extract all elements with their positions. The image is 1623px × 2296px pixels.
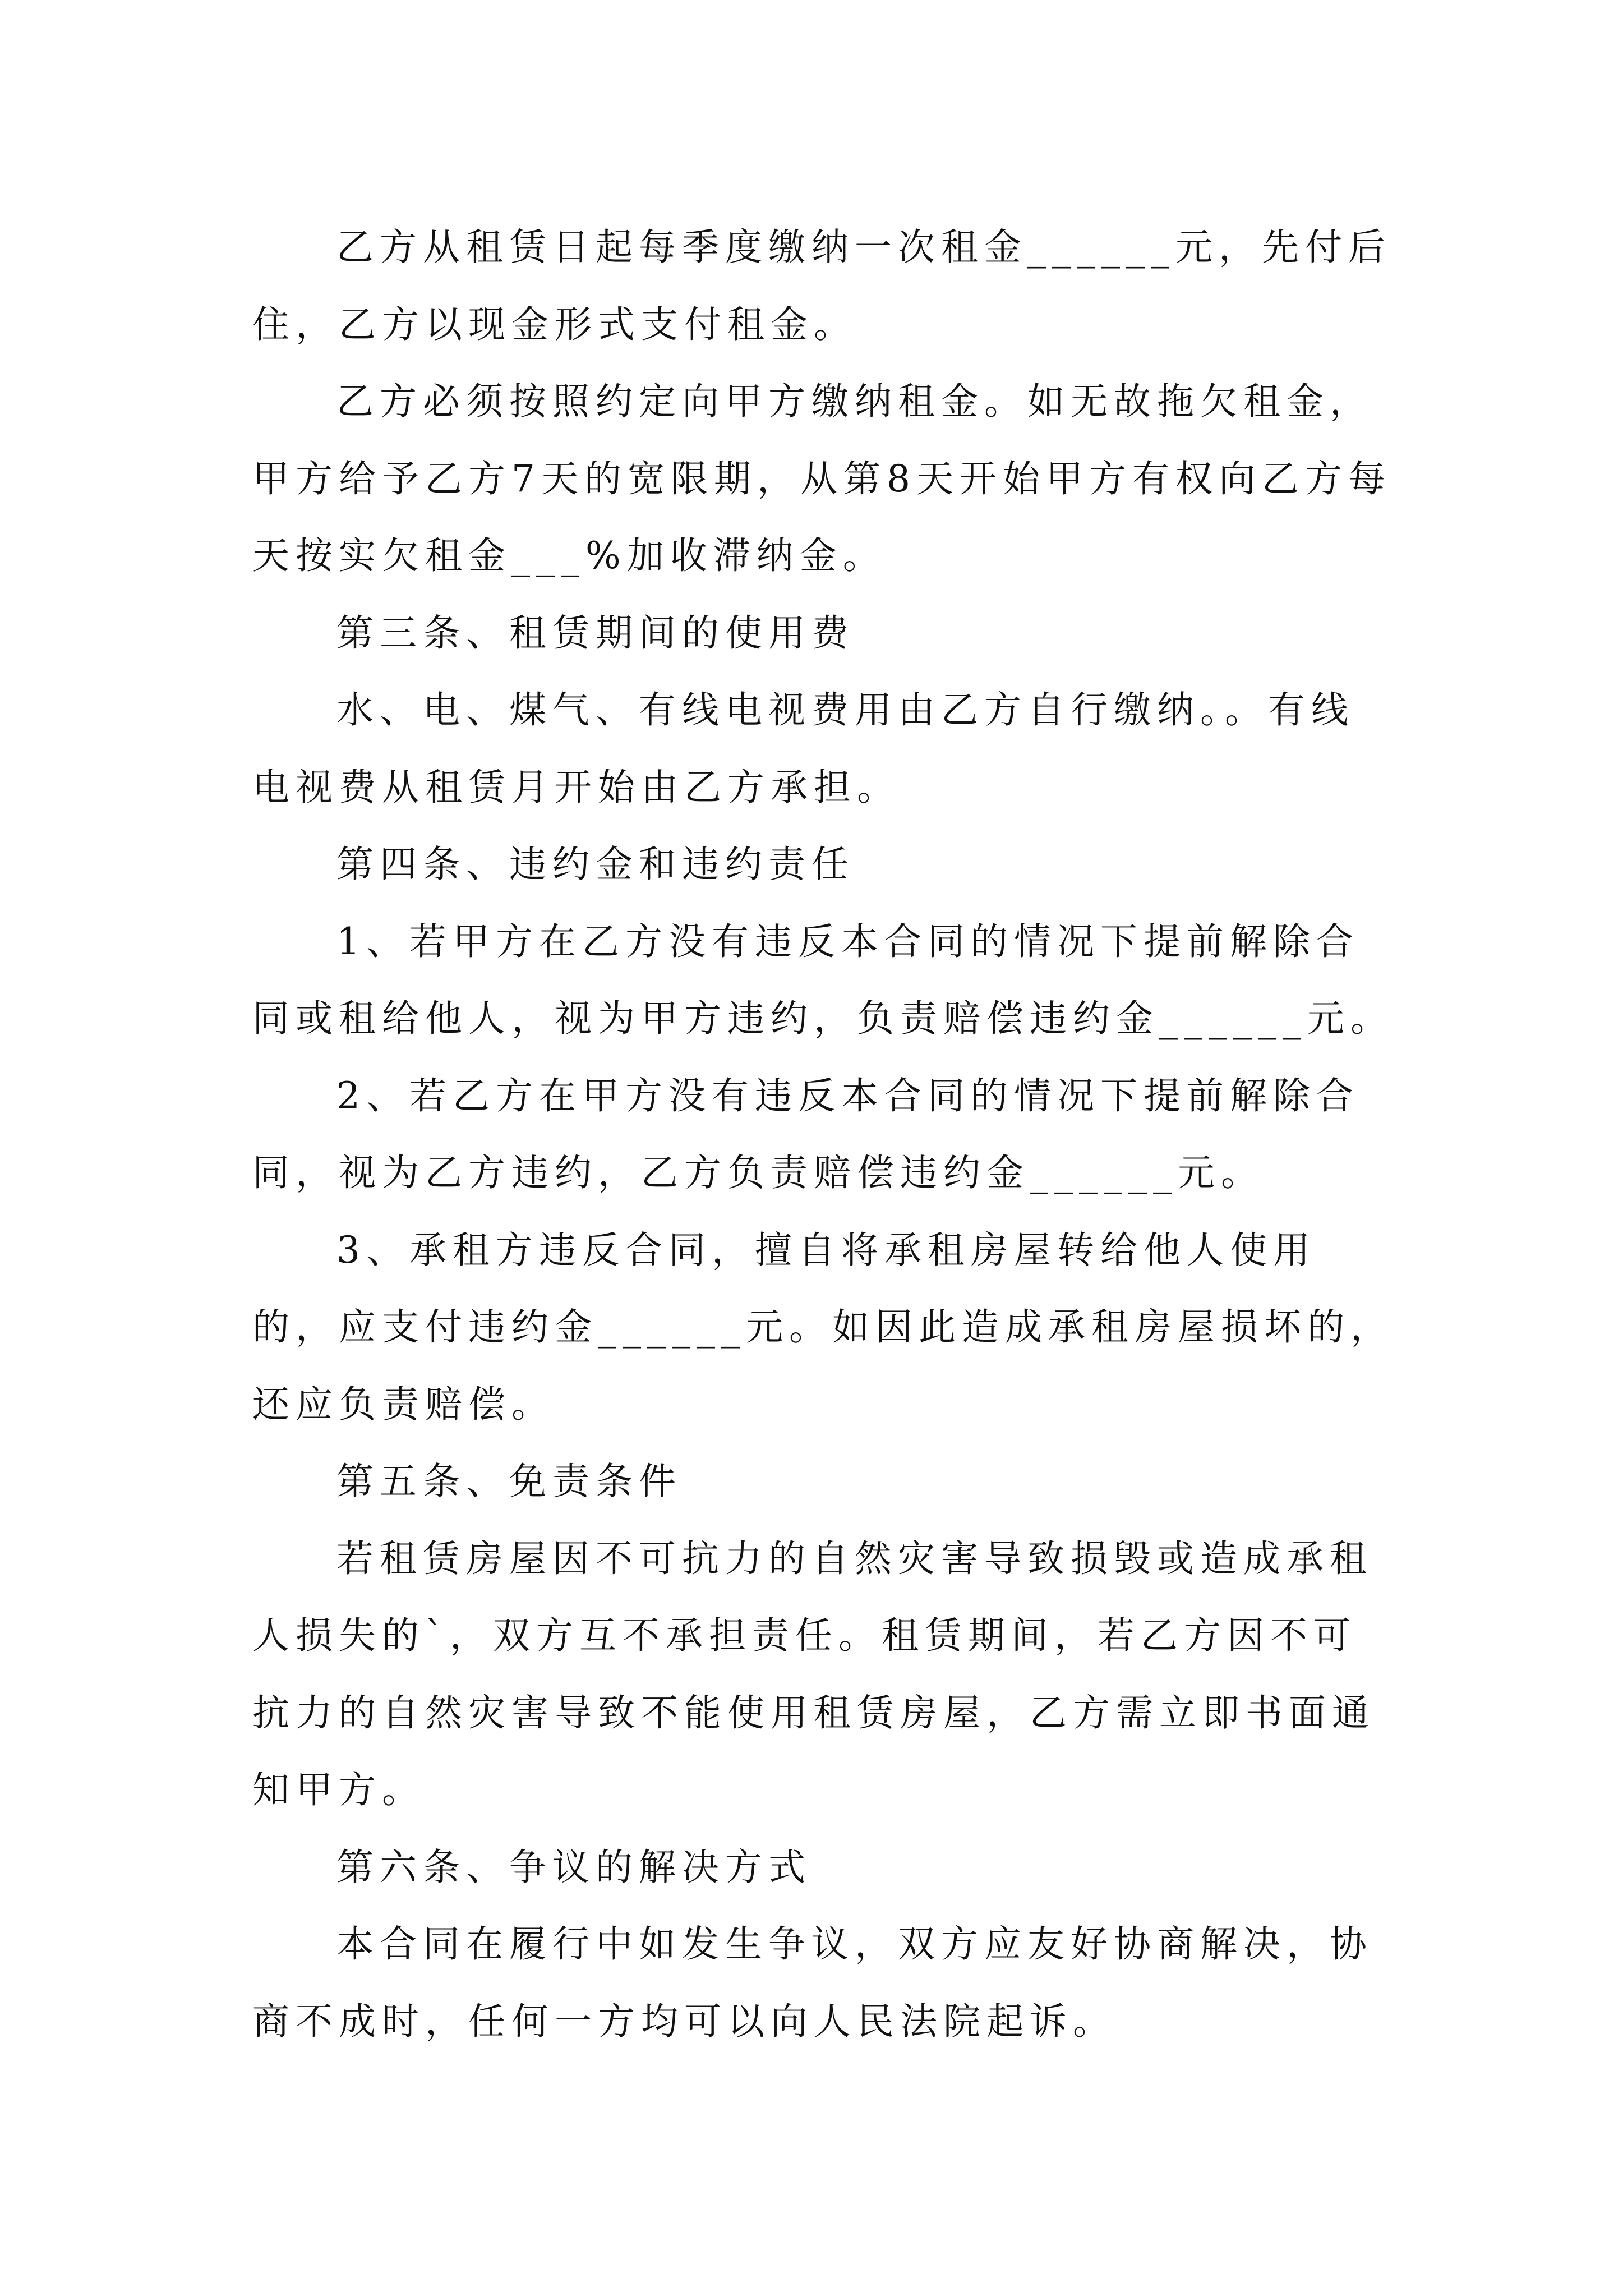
paragraph-sublet-penalty: 3、承租方违反合同，擅自将承租房屋转给他人使用的，应支付违约金______元。如因此造成承租房屋损坏的，还应负责赔偿。 — [252, 1228, 1394, 1426]
paragraph-dispute-resolution: 本合同在履行中如发生争议，双方应友好协商解决，协商不成时，任何一方均可以向人民法院起诉。 — [252, 1922, 1373, 2043]
paragraph-breach-landlord: 1、若甲方在乙方没有违反本合同的情况下提前解除合同或租给他人，视为甲方违约，负责赔偿违约金______元。 — [252, 919, 1394, 1040]
paragraph-utilities: 水、电、煤气、有线电视费用由乙方自行缴纳。。有线电视费从租赁月开始由乙方承担。 — [252, 688, 1354, 809]
heading-article-5: 第五条、免责条件 — [336, 1460, 682, 1503]
heading-article-6: 第六条、争议的解决方式 — [336, 1845, 811, 1889]
paragraph-force-majeure: 若租赁房屋因不可抗力的自然灾害导致损毁或造成承租人损失的`，双方互不承担责任。租赁期间，若乙方因不可抗力的自然灾害导致不能使用租赁房屋，乙方需立即书面通知甲方。 — [252, 1536, 1375, 1811]
paragraph-rent-payment: 乙方从租赁日起每季度缴纳一次租金______元，先付后住，乙方以现金形式支付租金。 — [252, 226, 1391, 346]
heading-article-4: 第四条、违约金和违约责任 — [336, 843, 855, 886]
document-page — [252, 209, 1396, 2060]
heading-article-3: 第三条、租赁期间的使用费 — [336, 611, 855, 655]
paragraph-late-fee: 乙方必须按照约定向甲方缴纳租金。如无故拖欠租金，甲方给予乙方7天的宽限期，从第8天开始甲方有权向乙方每天按实欠租金___%加收滞纳金。 — [252, 380, 1391, 577]
paragraph-breach-tenant: 2、若乙方在甲方没有违反本合同的情况下提前解除合同，视为乙方违约，乙方负责赔偿违约金______元。 — [252, 1074, 1359, 1194]
